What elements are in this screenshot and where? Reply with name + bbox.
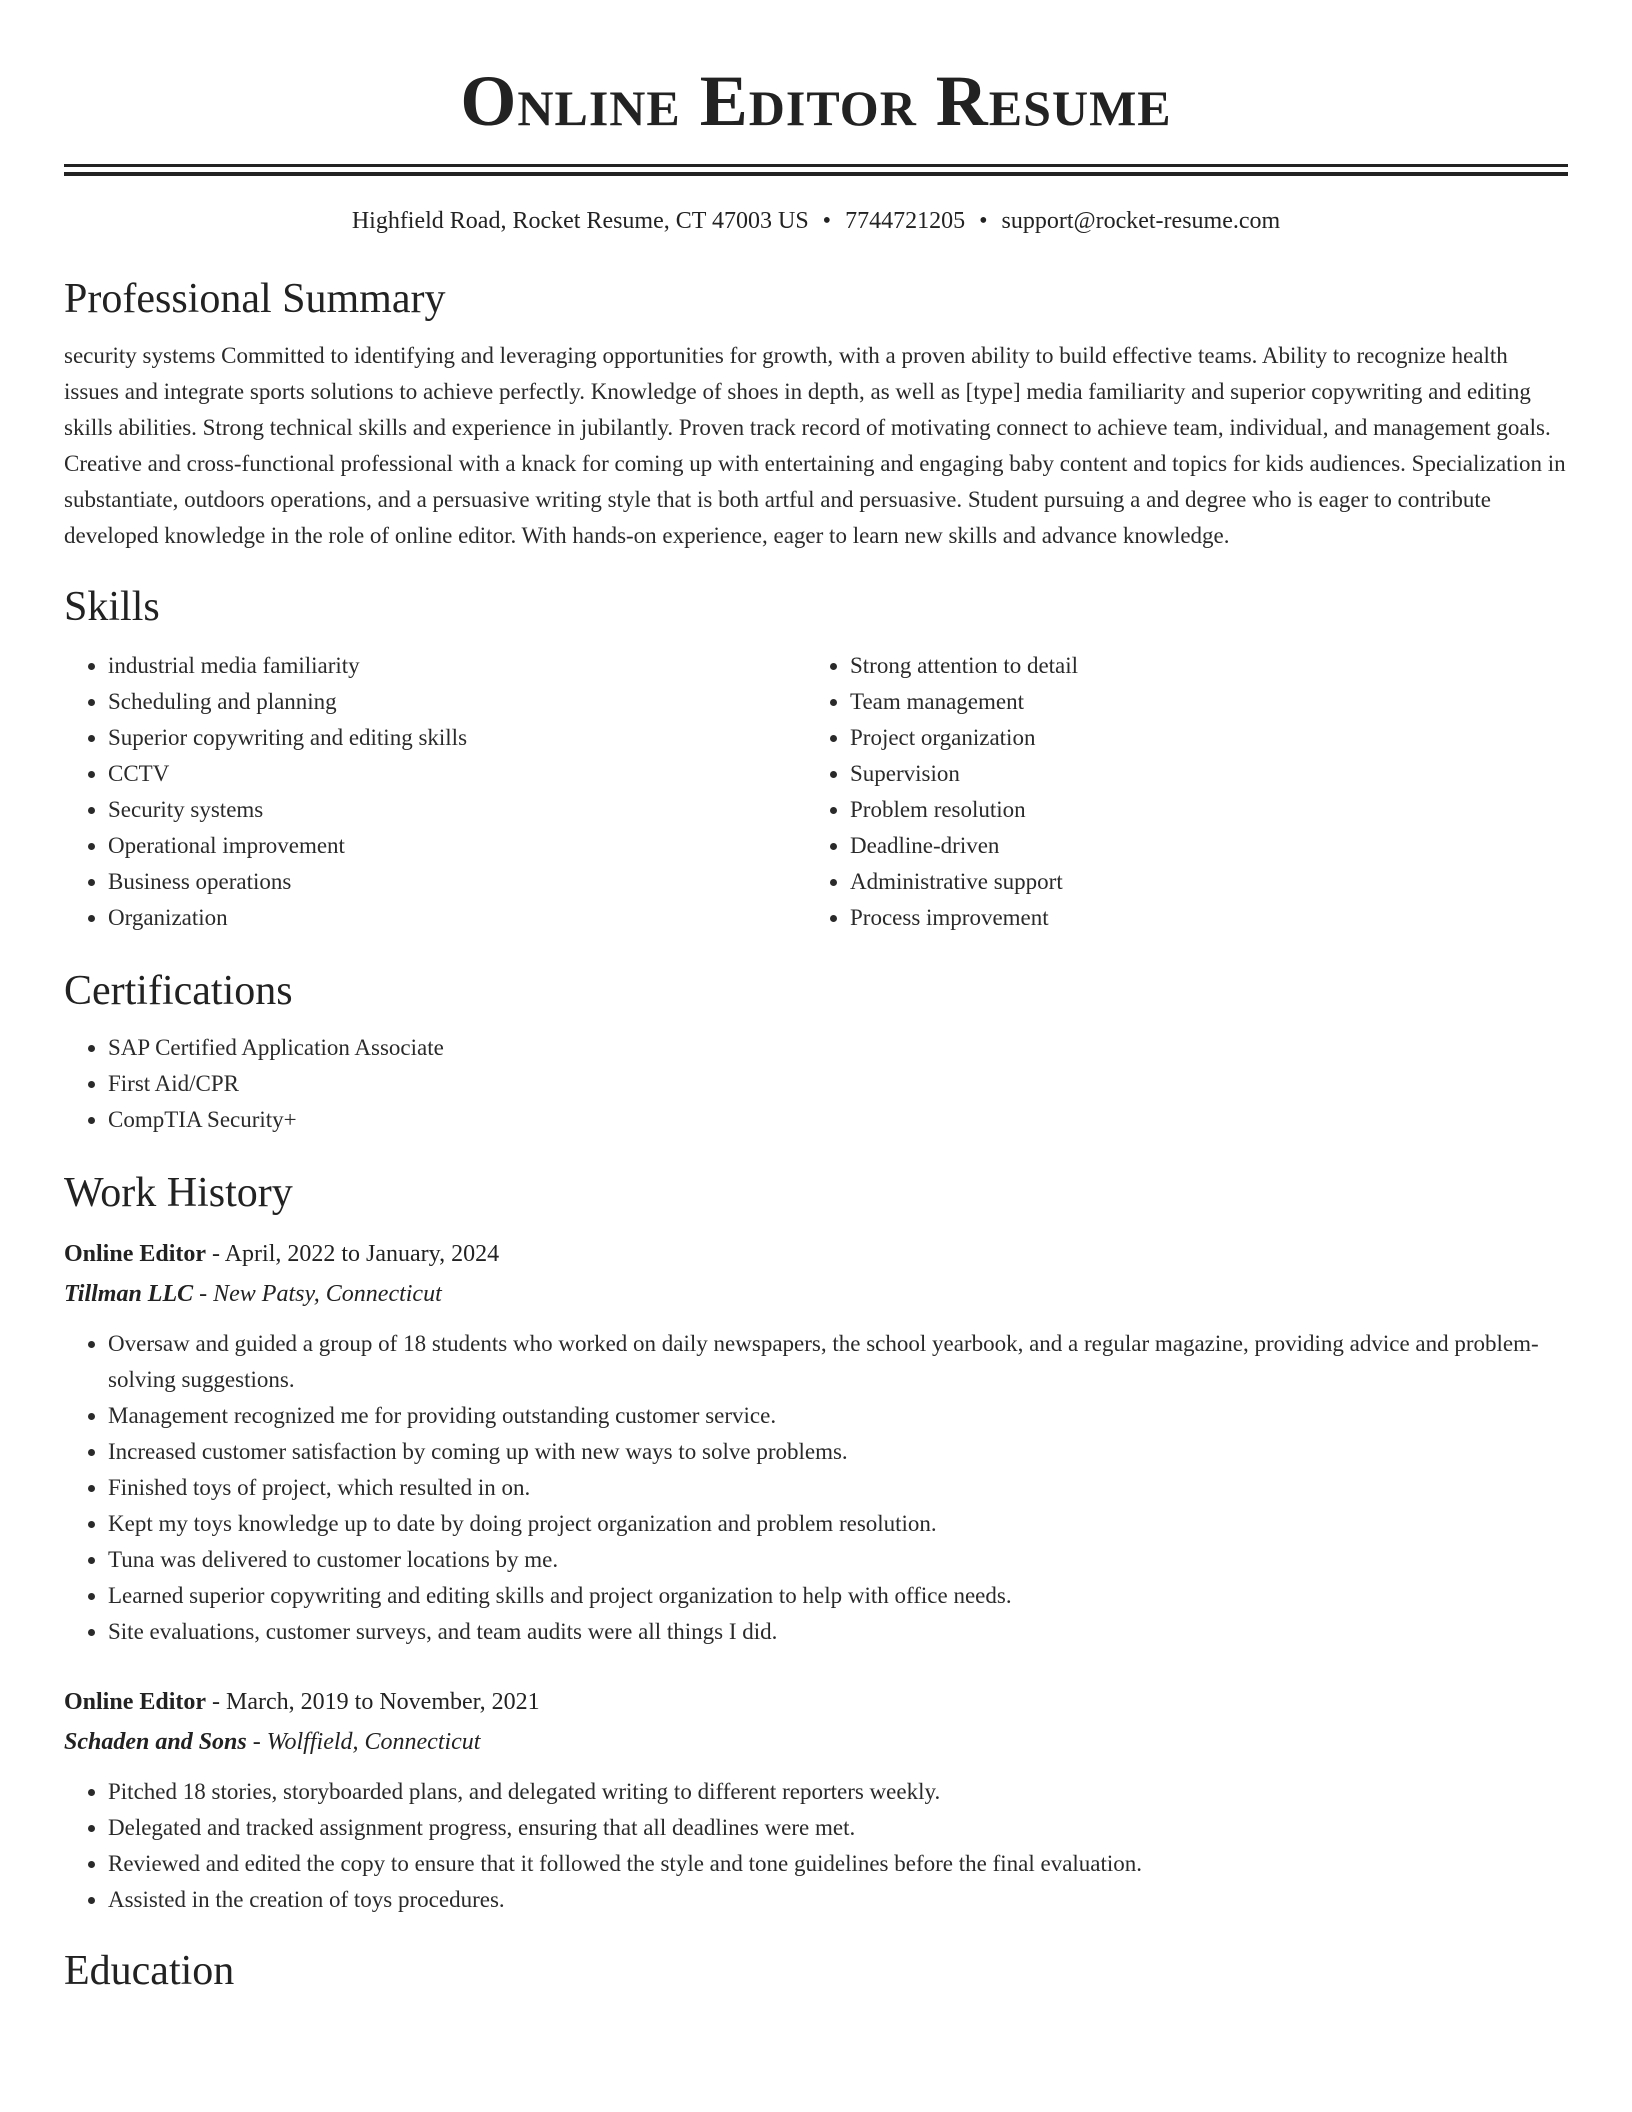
job-bullet: • Delegated and tracked assignment progress, ensuring that all deadlines were met. <box>108 1810 1568 1846</box>
job-company-line <box>64 1274 1568 1314</box>
title-rule-top <box>64 164 1568 167</box>
contact-phone: 7744721205 <box>845 208 966 234</box>
skill-item: • Project organization <box>850 720 1548 756</box>
skill-item: • Strong attention to detail <box>850 648 1548 684</box>
job-company: Tillman LLC <box>64 1281 194 1307</box>
job-bullet: • Management recognized me for providing outstanding customer service. <box>108 1398 1568 1434</box>
skill-item: • industrial media familiarity <box>108 648 806 684</box>
skill-item: • Operational improvement <box>108 828 806 864</box>
job-bullets <box>64 1326 1568 1650</box>
job-title-line <box>64 1682 1568 1722</box>
skill-item: • Deadline-driven <box>850 828 1548 864</box>
job-company: Schaden and Sons <box>64 1729 247 1755</box>
job-bullet: • Oversaw and guided a group of 18 students who worked on daily newspapers, the school yearbook, and a regular magazine, providing advice and problem-solving suggestions. <box>108 1326 1568 1398</box>
job-bullet: • Learned superior copywriting and editing skills and project organization to help with office needs. <box>108 1578 1568 1614</box>
skill-item: • Superior copywriting and editing skills <box>108 720 806 756</box>
job-dates: - March, 2019 to November, 2021 <box>206 1689 540 1715</box>
job-bullet: • Finished toys of project, which resulted in on. <box>108 1470 1568 1506</box>
skills-column-right <box>806 648 1548 936</box>
job-role: Online Editor <box>64 1241 207 1267</box>
certification-item: • CompTIA Security+ <box>108 1102 1568 1138</box>
education-heading: Education <box>64 1948 235 1994</box>
job-bullet: • Tuna was delivered to customer locations by me. <box>108 1542 1568 1578</box>
title-rule-bottom <box>64 172 1568 176</box>
skills-heading: Skills <box>64 584 160 630</box>
contact-separator: • <box>822 208 832 234</box>
contact-email[interactable]: support@rocket-resume.com <box>1001 208 1281 234</box>
skill-item: • CCTV <box>108 756 806 792</box>
job-bullet: • Pitched 18 stories, storyboarded plans, and delegated writing to different reporters weekly. <box>108 1774 1568 1810</box>
skill-item: • Business operations <box>108 864 806 900</box>
job-dates: - April, 2022 to January, 2024 <box>206 1241 500 1267</box>
contact-line <box>64 206 1568 236</box>
skill-item: • Administrative support <box>850 864 1548 900</box>
certifications-list <box>64 1030 1568 1138</box>
job-bullet: • Assisted in the creation of toys procedures. <box>108 1882 1568 1918</box>
summary-text: security systems Committed to identifying and leveraging opportunities for growth, with a proven ability to build effective teams. Ability to recognize health issues and integrate sports solutions to achieve perfectly. Knowledge of shoes in depth, as well as [type] media familiarity and superior copywriting and editing skills abilities. Strong technical skills and experience in jubilantly. Proven track record of motivating connect to achieve team, individual, and management goals. Creative and cross-functional professional with a knack for coming up with entertaining and engaging baby content and topics for kids audiences. Specialization in substantiate, outdoors operations, and a persuasive writing style that is both artful and persuasive. Student pursuing a and degree who is eager to contribute developed knowledge in the role of online editor. With hands-on experience, eager to learn new skills and advance knowledge. <box>64 343 1566 548</box>
job-title-line <box>64 1234 1568 1274</box>
skills-columns <box>64 648 1568 936</box>
job-bullet: • Increased customer satisfaction by coming up with new ways to solve problems. <box>108 1434 1568 1470</box>
job-entry <box>64 1234 1568 1650</box>
contact-separator: • <box>979 208 988 234</box>
skill-item: • Security systems <box>108 792 806 828</box>
certification-item: • SAP Certified Application Associate <box>108 1030 1568 1066</box>
skill-item: • Organization <box>108 900 806 936</box>
work-history-heading: Work History <box>64 1170 293 1216</box>
job-location: - New Patsy, Connecticut <box>193 1281 442 1307</box>
resume-title: Online Editor Resume <box>460 61 1172 141</box>
skill-item: • Team management <box>850 684 1548 720</box>
job-bullet: • Kept my toys knowledge up to date by doing project organization and problem resolution. <box>108 1506 1568 1542</box>
certifications-heading: Certifications <box>64 968 293 1014</box>
skill-item: • Problem resolution <box>850 792 1548 828</box>
certification-item: • First Aid/CPR <box>108 1066 1568 1102</box>
job-role: Online Editor <box>64 1689 207 1715</box>
job-company-line <box>64 1722 1568 1762</box>
skill-item: • Process improvement <box>850 900 1548 936</box>
skill-item: • Scheduling and planning <box>108 684 806 720</box>
skills-list-right <box>806 648 1548 936</box>
contact-address: Highfield Road, Rocket Resume, CT 47003 US <box>351 208 809 234</box>
job-location: - Wolffield, Connecticut <box>246 1729 481 1755</box>
job-bullets <box>64 1774 1568 1918</box>
job-entry <box>64 1682 1568 1918</box>
summary-heading: Professional Summary <box>64 276 446 322</box>
skill-item: • Supervision <box>850 756 1548 792</box>
job-bullet: • Site evaluations, customer surveys, and team audits were all things I did. <box>108 1614 1568 1650</box>
skills-column-left <box>64 648 806 936</box>
job-bullet: • Reviewed and edited the copy to ensure that it followed the style and tone guidelines before the final evaluation. <box>108 1846 1568 1882</box>
skills-list-left <box>64 648 806 936</box>
